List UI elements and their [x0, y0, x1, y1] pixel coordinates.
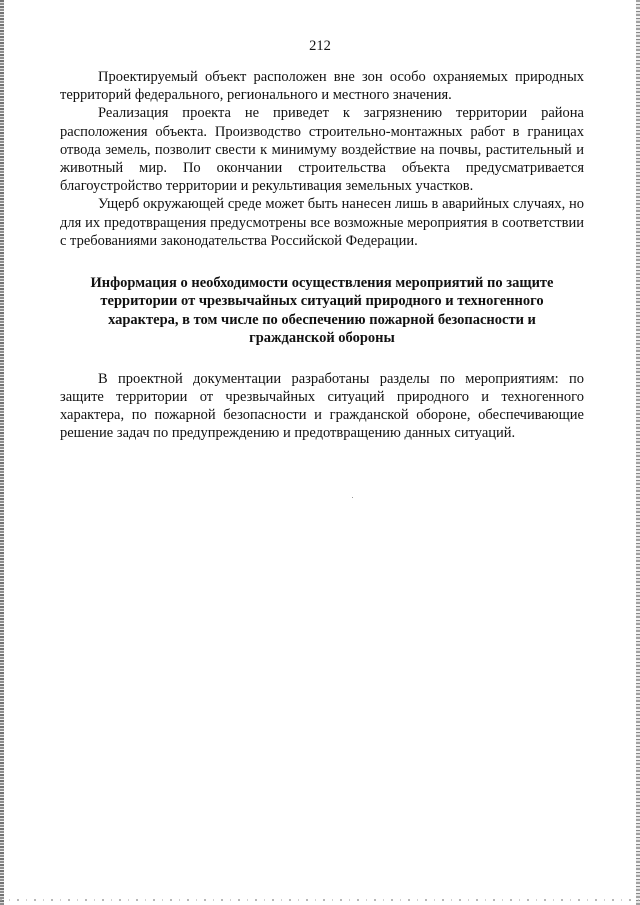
scan-speck: [352, 497, 353, 498]
document-body: [60, 68, 584, 442]
paragraph-pollution: Реализация проекта не приведет к загрязнению территории района расположения объекта. Производство строительно-монтажных работ в границах отвода земель, позволит свести к минимуму воздействие на почвы, растительный и животный мир. По окончании строительства объекта предусматривается благоустройство территории и рекультивация земельных участков.: [60, 105, 584, 195]
scan-edge-left: [0, 0, 4, 905]
page-number: 212: [309, 38, 331, 54]
scan-edge-bottom: [0, 899, 640, 901]
paragraph-measures: В проектной документации разработаны разделы по мероприятиям: по защите территории от чрезвычайных ситуаций природного и техногенного характера, по пожарной безопасности и гражданской обороне, обеспечивающие решение задач по предупреждению и предотвращению данных ситуаций.: [60, 370, 584, 442]
section-heading: Информация о необходимости осуществления мероприятий по защите территории от чрезвычайных ситуаций природного и техногенного характера, в том числе по обеспечению пожарной безопасности и гражданской обороны: [90, 275, 554, 347]
paragraph-protected-areas: Проектируемый объект расположен вне зон особо охраняемых природных территорий федерального, регионального и местного значения.: [60, 69, 584, 104]
paragraph-damage: Ущерб окружающей среде может быть нанесен лишь в аварийных случаях, но для их предотвращения предусмотрены все возможные мероприятия в соответствии с требованиями законодательства Российской Федерации.: [60, 196, 584, 249]
scan-edge-right: [636, 0, 640, 905]
